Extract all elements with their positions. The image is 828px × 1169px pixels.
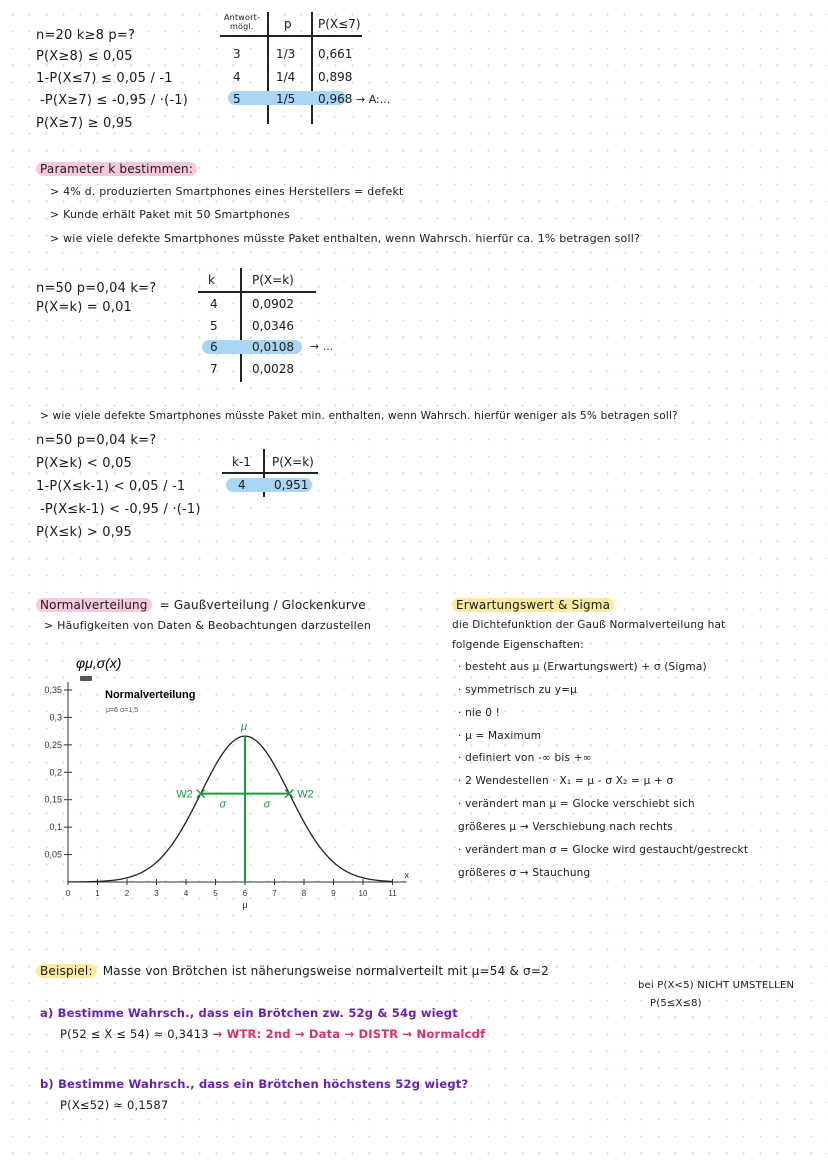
s3-table-header-1: P(X=k)	[272, 455, 314, 469]
s1-cell-0-0: 3	[233, 47, 241, 61]
beispiel-a-line	[60, 1025, 485, 1043]
erw-line-3: · symmetrisch zu y=μ	[458, 684, 578, 696]
s3-line-3: -P(X≤k-1) < -0,95 / ·(-1)	[40, 502, 201, 517]
s1-cell-0-1: 1/3	[276, 47, 296, 61]
beispiel-b-answer: P(X≤52) ≈ 0,1587	[60, 1098, 169, 1112]
chart-w2-label-right: W2	[297, 788, 314, 801]
s2-arrow-note: → ...	[310, 340, 334, 353]
s2-table-vrule	[240, 268, 242, 382]
chart-x-tick-label: 5	[213, 889, 218, 898]
chart-curve-group	[68, 721, 393, 882]
chart-x-tick-label: 6	[242, 889, 248, 898]
chart-sigma-label-left: σ	[219, 798, 227, 811]
s3-line-1: P(X≥k) < 0,05	[36, 456, 133, 471]
chart-x-tick-label: 3	[154, 889, 159, 898]
s1-table-hrule	[220, 35, 362, 37]
s2-table-header-1: P(X=k)	[252, 273, 294, 287]
erw-line-9: größeres μ → Verschiebung nach rechts	[458, 821, 673, 833]
s1-cell-2-0: 5	[233, 92, 241, 106]
beispiel-line	[36, 962, 549, 980]
normal-title-rest: = Gaußverteilung / Glockenkurve	[159, 598, 366, 612]
erw-line-0: die Dichtefunktion der Gauß Normalverteilung hat	[452, 619, 726, 631]
chart-x-tick-label: 0	[65, 889, 71, 898]
s1-line-1: P(X≥8) ≤ 0,05	[36, 49, 133, 64]
s3-line-4: P(X≤k) > 0,95	[36, 525, 133, 540]
s2-bullet-0: > 4% d. produzierten Smartphones eines Herstellers = defekt	[50, 185, 404, 198]
chart-mu-label: μ	[241, 721, 248, 734]
s2-cell-1-1: 0,0346	[252, 319, 294, 333]
beispiel-a-question: a) Bestimme Wahrsch., dass ein Brötchen zw. 52g & 54g wiegt	[40, 1006, 458, 1020]
s1-table-header-2: p	[284, 17, 292, 31]
s2-left-0: n=50 p=0,04 k=?	[36, 281, 157, 296]
chart-y-tick-label: 0,3	[49, 712, 62, 723]
s2-left-1: P(X=k) = 0,01	[36, 300, 133, 315]
chart-x-tick-label: 2	[124, 889, 130, 898]
chart-ylabel: φμ,σ(x)	[76, 655, 122, 671]
chart-w2-label-left: W2	[176, 788, 193, 801]
chart-y-tick-label: 0,25	[44, 739, 62, 750]
normal-title-line	[36, 596, 366, 614]
s2-table-header-0: k	[208, 273, 215, 287]
s2-cell-2-1: 0,0108	[252, 340, 294, 354]
s2-cell-0-0: 4	[210, 297, 218, 311]
beispiel-a-answer: P(52 ≤ X ≤ 54) ≈ 0,3413	[60, 1027, 209, 1041]
s3-line-2: 1-P(X≤k-1) < 0,05 / -1	[36, 479, 186, 494]
chart-y-tick-label: 0,15	[44, 794, 62, 805]
s1-table-header-0: Antwort-	[224, 13, 261, 22]
erw-line-1: folgende Eigenschaften:	[452, 639, 584, 651]
s2-bullet-1: > Kunde erhält Paket mit 50 Smartphones	[50, 208, 290, 221]
chart-subtitle: μ=6 σ=1,5	[106, 707, 139, 714]
beispiel-side-note-1: P(5≤X≤8)	[650, 998, 702, 1009]
erw-heading	[452, 596, 614, 614]
s1-cell-1-2: 0,898	[318, 70, 353, 84]
chart-sigma-label-right: σ	[263, 798, 271, 811]
s3-table-hrule	[222, 472, 318, 474]
chart-x-mu-label: μ	[242, 900, 248, 910]
s1-cell-1-0: 4	[233, 70, 241, 84]
chart-title: Normalverteilung	[105, 689, 196, 701]
chart-y-tick-label: 0,35	[44, 685, 62, 695]
s1-line-3: -P(X≥7) ≤ -0,95 / ·(-1)	[40, 93, 189, 108]
s1-cell-0-2: 0,661	[318, 47, 353, 61]
s1-table-vrule-1	[267, 12, 269, 124]
s2-cell-2-0: 6	[210, 340, 218, 354]
erw-line-7: · 2 Wendestellen · X₁ = μ - σ X₂ = μ + σ	[458, 775, 674, 787]
beispiel-b-question: b) Bestimme Wahrsch., dass ein Brötchen höchstens 52g wiegt?	[40, 1077, 469, 1091]
chart-x-tick-label: 8	[301, 889, 307, 898]
s1-table-header-1: mögl.	[230, 22, 254, 31]
s3-cell-1: 0,951	[274, 478, 309, 492]
chart-x-var-label: x	[404, 870, 409, 880]
s1-line-4: P(X≥7) ≥ 0,95	[36, 116, 133, 131]
s2-heading	[36, 160, 197, 178]
s2-cell-3-1: 0,0028	[252, 362, 294, 376]
s3-table-header-0: k-1	[232, 455, 251, 469]
erw-line-2: · besteht aus μ (Erwartungswert) + σ (Sigma)	[458, 661, 707, 673]
erw-line-10: · verändert man σ = Glocke wird gestaucht/gestreckt	[458, 844, 749, 856]
s1-cell-1-1: 1/4	[276, 70, 296, 84]
s2-heading-text: Parameter k bestimmen:	[36, 162, 197, 176]
beispiel-label: Beispiel:	[36, 964, 97, 978]
normal-title: Normalverteilung	[36, 598, 152, 612]
s2-bullet-2: > wie viele defekte Smartphones müsste Paket enthalten, wenn Wahrsch. hierfür ca. 1% betragen soll?	[50, 232, 640, 245]
beispiel-text: Masse von Brötchen ist näherungsweise normalverteilt mit μ=54 & σ=2	[102, 964, 549, 978]
erw-heading-text: Erwartungswert & Sigma	[452, 598, 614, 612]
s3-cell-0: 4	[238, 478, 246, 492]
chart-x-tick-label: 9	[331, 889, 336, 898]
s2-cell-3-0: 7	[210, 362, 218, 376]
erw-line-5: · μ = Maximum	[458, 730, 542, 742]
s1-cell-2-1: 1/5	[276, 92, 296, 106]
chart-x-tick-label: 11	[388, 889, 397, 898]
s1-line-0: n=20 k≥8 p=?	[36, 28, 136, 43]
chart-y-tick-label: 0,1	[49, 822, 62, 833]
chart-x-tick-label: 7	[272, 889, 277, 898]
chart-x-tick-label: 1	[95, 889, 100, 898]
s2-table-hrule	[198, 291, 316, 293]
erw-line-8: · verändert man μ = Glocke verschiebt sich	[458, 798, 695, 810]
beispiel-a-path: → WTR: 2nd → Data → DISTR → Normalcdf	[212, 1027, 486, 1041]
s1-table-vrule-2	[311, 12, 313, 124]
s1-cell-2-2: 0,968	[318, 92, 353, 106]
s3-question: > wie viele defekte Smartphones müsste Paket min. enthalten, wenn Wahrsch. hierfür weniger als 5% betragen soll?	[40, 410, 678, 422]
chart-y-tick-label: 0,05	[44, 849, 62, 860]
chart-y-tick-label: 0,2	[49, 767, 62, 778]
chart-logo-icon	[80, 676, 92, 681]
chart-x-tick-label: 4	[183, 889, 189, 898]
erw-line-11: größeres σ → Stauchung	[458, 867, 591, 879]
s1-table-header-3: P(X≤7)	[318, 17, 361, 31]
chart-series-line	[68, 736, 393, 882]
s2-cell-0-1: 0,0902	[252, 297, 294, 311]
s3-line-0: n=50 p=0,04 k=?	[36, 433, 157, 448]
chart-x-tick-label: 10	[358, 889, 368, 898]
s1-line-2: 1-P(X≤7) ≤ 0,05 / -1	[36, 71, 173, 86]
normal-sub: > Häufigkeiten von Daten & Beobachtungen darzustellen	[44, 619, 372, 632]
normal-chart	[0, 640, 440, 920]
s1-arrow-note: → A:...	[356, 93, 391, 106]
s2-cell-1-0: 5	[210, 319, 218, 333]
beispiel-side-note-0: bei P(X<5) NICHT UMSTELLEN	[638, 980, 795, 991]
erw-line-6: · definiert von -∞ bis +∞	[458, 752, 592, 764]
erw-line-4: · nie 0 !	[458, 707, 501, 719]
